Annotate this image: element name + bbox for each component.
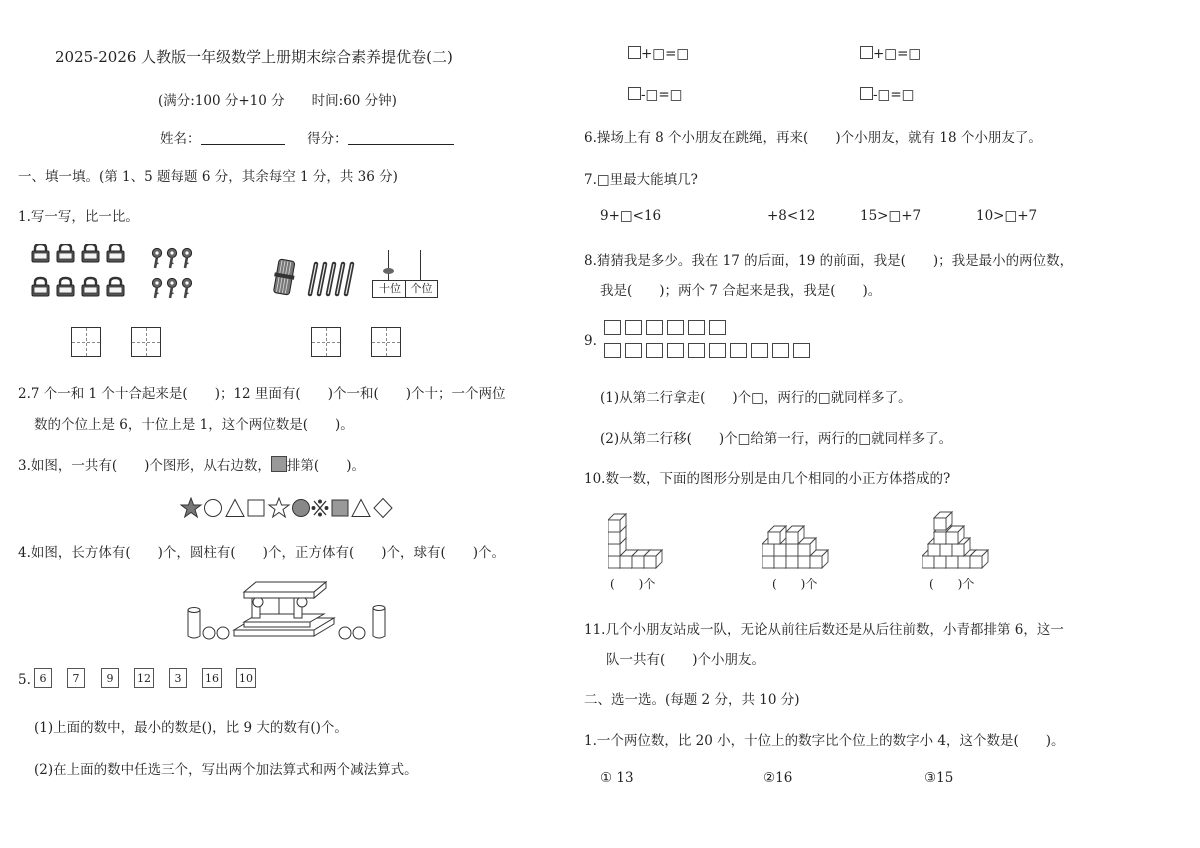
q7-item: +8<12	[767, 208, 816, 224]
lock-icon	[57, 278, 74, 296]
q10-answer-blank[interactable]: ( )个	[929, 577, 975, 591]
lock-icon	[57, 244, 74, 262]
lock-icon	[82, 278, 99, 296]
number-card: 16	[202, 668, 222, 688]
place-value-abacus	[372, 250, 438, 298]
number-card: 12	[134, 668, 154, 688]
key-icon	[152, 278, 161, 298]
q9-part1: (1)从第二行拿走( )个□，两行的□就同样多了。	[600, 390, 912, 406]
q1-text: 1.写一写，比一比。	[18, 209, 139, 225]
q5-part2: (2)在上面的数中任选三个，写出两个加法算式和两个减法算式。	[34, 762, 418, 778]
q8-text-line1: 8.猜猜我是多少。我在 17 的后面，19 的前面，我是( )；我是最小的两位数，	[584, 253, 1074, 269]
writing-grid-box[interactable]	[371, 327, 401, 357]
q10-answer-blank[interactable]: ( )个	[772, 577, 818, 591]
equation-sub-2: -□=□	[860, 87, 914, 103]
q3-text-b: 排第( )。	[286, 458, 365, 474]
q7-item: 10>□+7	[976, 208, 1038, 224]
q2-text-line2: 数的个位上是 6，十位上是 1，这个两位数是( )。	[34, 417, 354, 433]
q1-locks-keys-illustration	[30, 244, 210, 302]
key-icon	[167, 248, 176, 268]
choice-option[interactable]: ②16	[763, 770, 793, 786]
number-card: 6	[34, 668, 52, 688]
q7-item: 9+□<16	[600, 208, 662, 224]
q8-text-line2: 我是( )；两个 7 合起来是我，我是( )。	[600, 283, 882, 299]
q3-text	[18, 454, 365, 474]
ball-icon	[339, 627, 351, 639]
student-info-row	[160, 127, 454, 147]
writing-grid-box[interactable]	[131, 327, 161, 357]
cube-figure-1	[608, 510, 678, 570]
q5-number: 5.	[18, 672, 31, 688]
name-label: 姓名：	[160, 131, 201, 147]
q9-number: 9.	[584, 333, 597, 349]
equation-add-2: +□=□	[860, 46, 921, 62]
q9-part2: (2)从第二行移( )个□给第一行，两行的□就同样多了。	[600, 431, 953, 447]
lock-icon	[82, 244, 99, 262]
q10-text: 10.数一数，下面的图形分别是由几个相同的小正方体搭成的?	[584, 471, 951, 487]
lock-icon	[107, 244, 124, 262]
ball-icon	[203, 627, 215, 639]
q4-solids-illustration	[184, 578, 394, 642]
key-icon	[182, 248, 191, 268]
writing-grid-box[interactable]	[71, 327, 101, 357]
white-star-icon	[269, 498, 289, 517]
tens-label: 十位	[379, 282, 401, 295]
s2-q1-text: 1.一个两位数，比 20 小，十位上的数字比个位上的数字小 4，这个数是( )。	[584, 733, 1065, 749]
lock-icon	[107, 278, 124, 296]
stick-bundle-icon	[272, 259, 297, 296]
circle-icon	[205, 500, 222, 517]
q11-text-line2: 队一共有( )个小朋友。	[606, 652, 766, 668]
choice-option[interactable]: ③15	[924, 770, 954, 786]
gray-circle-icon	[293, 500, 310, 517]
q1-sticks-bundle-illustration	[272, 258, 364, 298]
q6-text: 6.操场上有 8 个小朋友在跳绳，再来( )个小朋友，就有 18 个小朋友了。	[584, 130, 1042, 146]
number-card: 7	[67, 668, 85, 688]
gray-square-icon	[332, 500, 348, 516]
q2-text-line1: 2.7 个一和 1 个十合起来是( )；12 里面有( )个一和( )个十；一个两位	[18, 386, 506, 402]
choice-option[interactable]: ① 13	[600, 770, 634, 786]
q3-text-a: 3.如图，一共有( )个图形，从右边数，	[18, 458, 271, 474]
diamond-icon	[374, 499, 392, 518]
name-field[interactable]	[201, 144, 285, 145]
key-icon	[167, 278, 176, 298]
number-card: 3	[169, 668, 187, 688]
cube-figure-3	[922, 508, 994, 570]
ones-label: 个位	[410, 282, 433, 295]
q11-text-line1: 11.几个小朋友站成一队，无论从前往后数还是从后往前数，小青都排第 6，这一	[584, 622, 1064, 638]
reference-mark-icon	[312, 500, 328, 516]
q3-shape-sequence	[180, 497, 395, 519]
q10-answer-blank[interactable]: ( )个	[610, 577, 656, 591]
q4-text: 4.如图，长方体有( )个，圆柱有( )个，正方体有( )个，球有( )个。	[18, 545, 506, 561]
section-2-heading: 二、选一选。(每题 2 分，共 10 分)	[584, 692, 800, 708]
exam-title: 2025-2026 人教版一年级数学上册期末综合素养提优卷(二)	[55, 48, 453, 66]
key-icon	[152, 248, 161, 268]
q7-text: 7.□里最大能填几?	[584, 172, 698, 188]
section-1-heading: 一、填一填。(第 1、5 题每题 6 分，其余每空 1 分，共 36 分)	[18, 169, 398, 185]
lock-icon	[32, 278, 49, 296]
ball-icon	[353, 627, 365, 639]
cube-figure-2	[762, 522, 844, 570]
square-icon	[248, 500, 264, 516]
q7-item: 15>□+7	[860, 208, 922, 224]
cylinder-icon	[373, 606, 385, 639]
number-card: 9	[101, 668, 119, 688]
cylinder-icon	[188, 608, 200, 639]
structure-icon	[234, 582, 334, 636]
black-star-icon	[181, 498, 201, 517]
writing-grid-box[interactable]	[311, 327, 341, 357]
triangle-icon	[226, 500, 244, 517]
key-icon	[182, 278, 191, 298]
number-card: 10	[236, 668, 256, 688]
score-label: 得分：	[307, 131, 348, 147]
ball-icon	[217, 627, 229, 639]
score-field[interactable]	[348, 144, 454, 145]
exam-meta: (满分:100 分+10 分 时间:60 分钟)	[158, 93, 397, 109]
equation-add-1: +□=□	[628, 46, 689, 62]
triangle-icon	[352, 500, 370, 517]
equation-sub-1: -□=□	[628, 87, 682, 103]
q5-part1: (1)上面的数中，最小的数是()，比 9 大的数有()个。	[34, 720, 348, 736]
gray-square-icon	[271, 456, 287, 472]
lock-icon	[32, 244, 49, 262]
